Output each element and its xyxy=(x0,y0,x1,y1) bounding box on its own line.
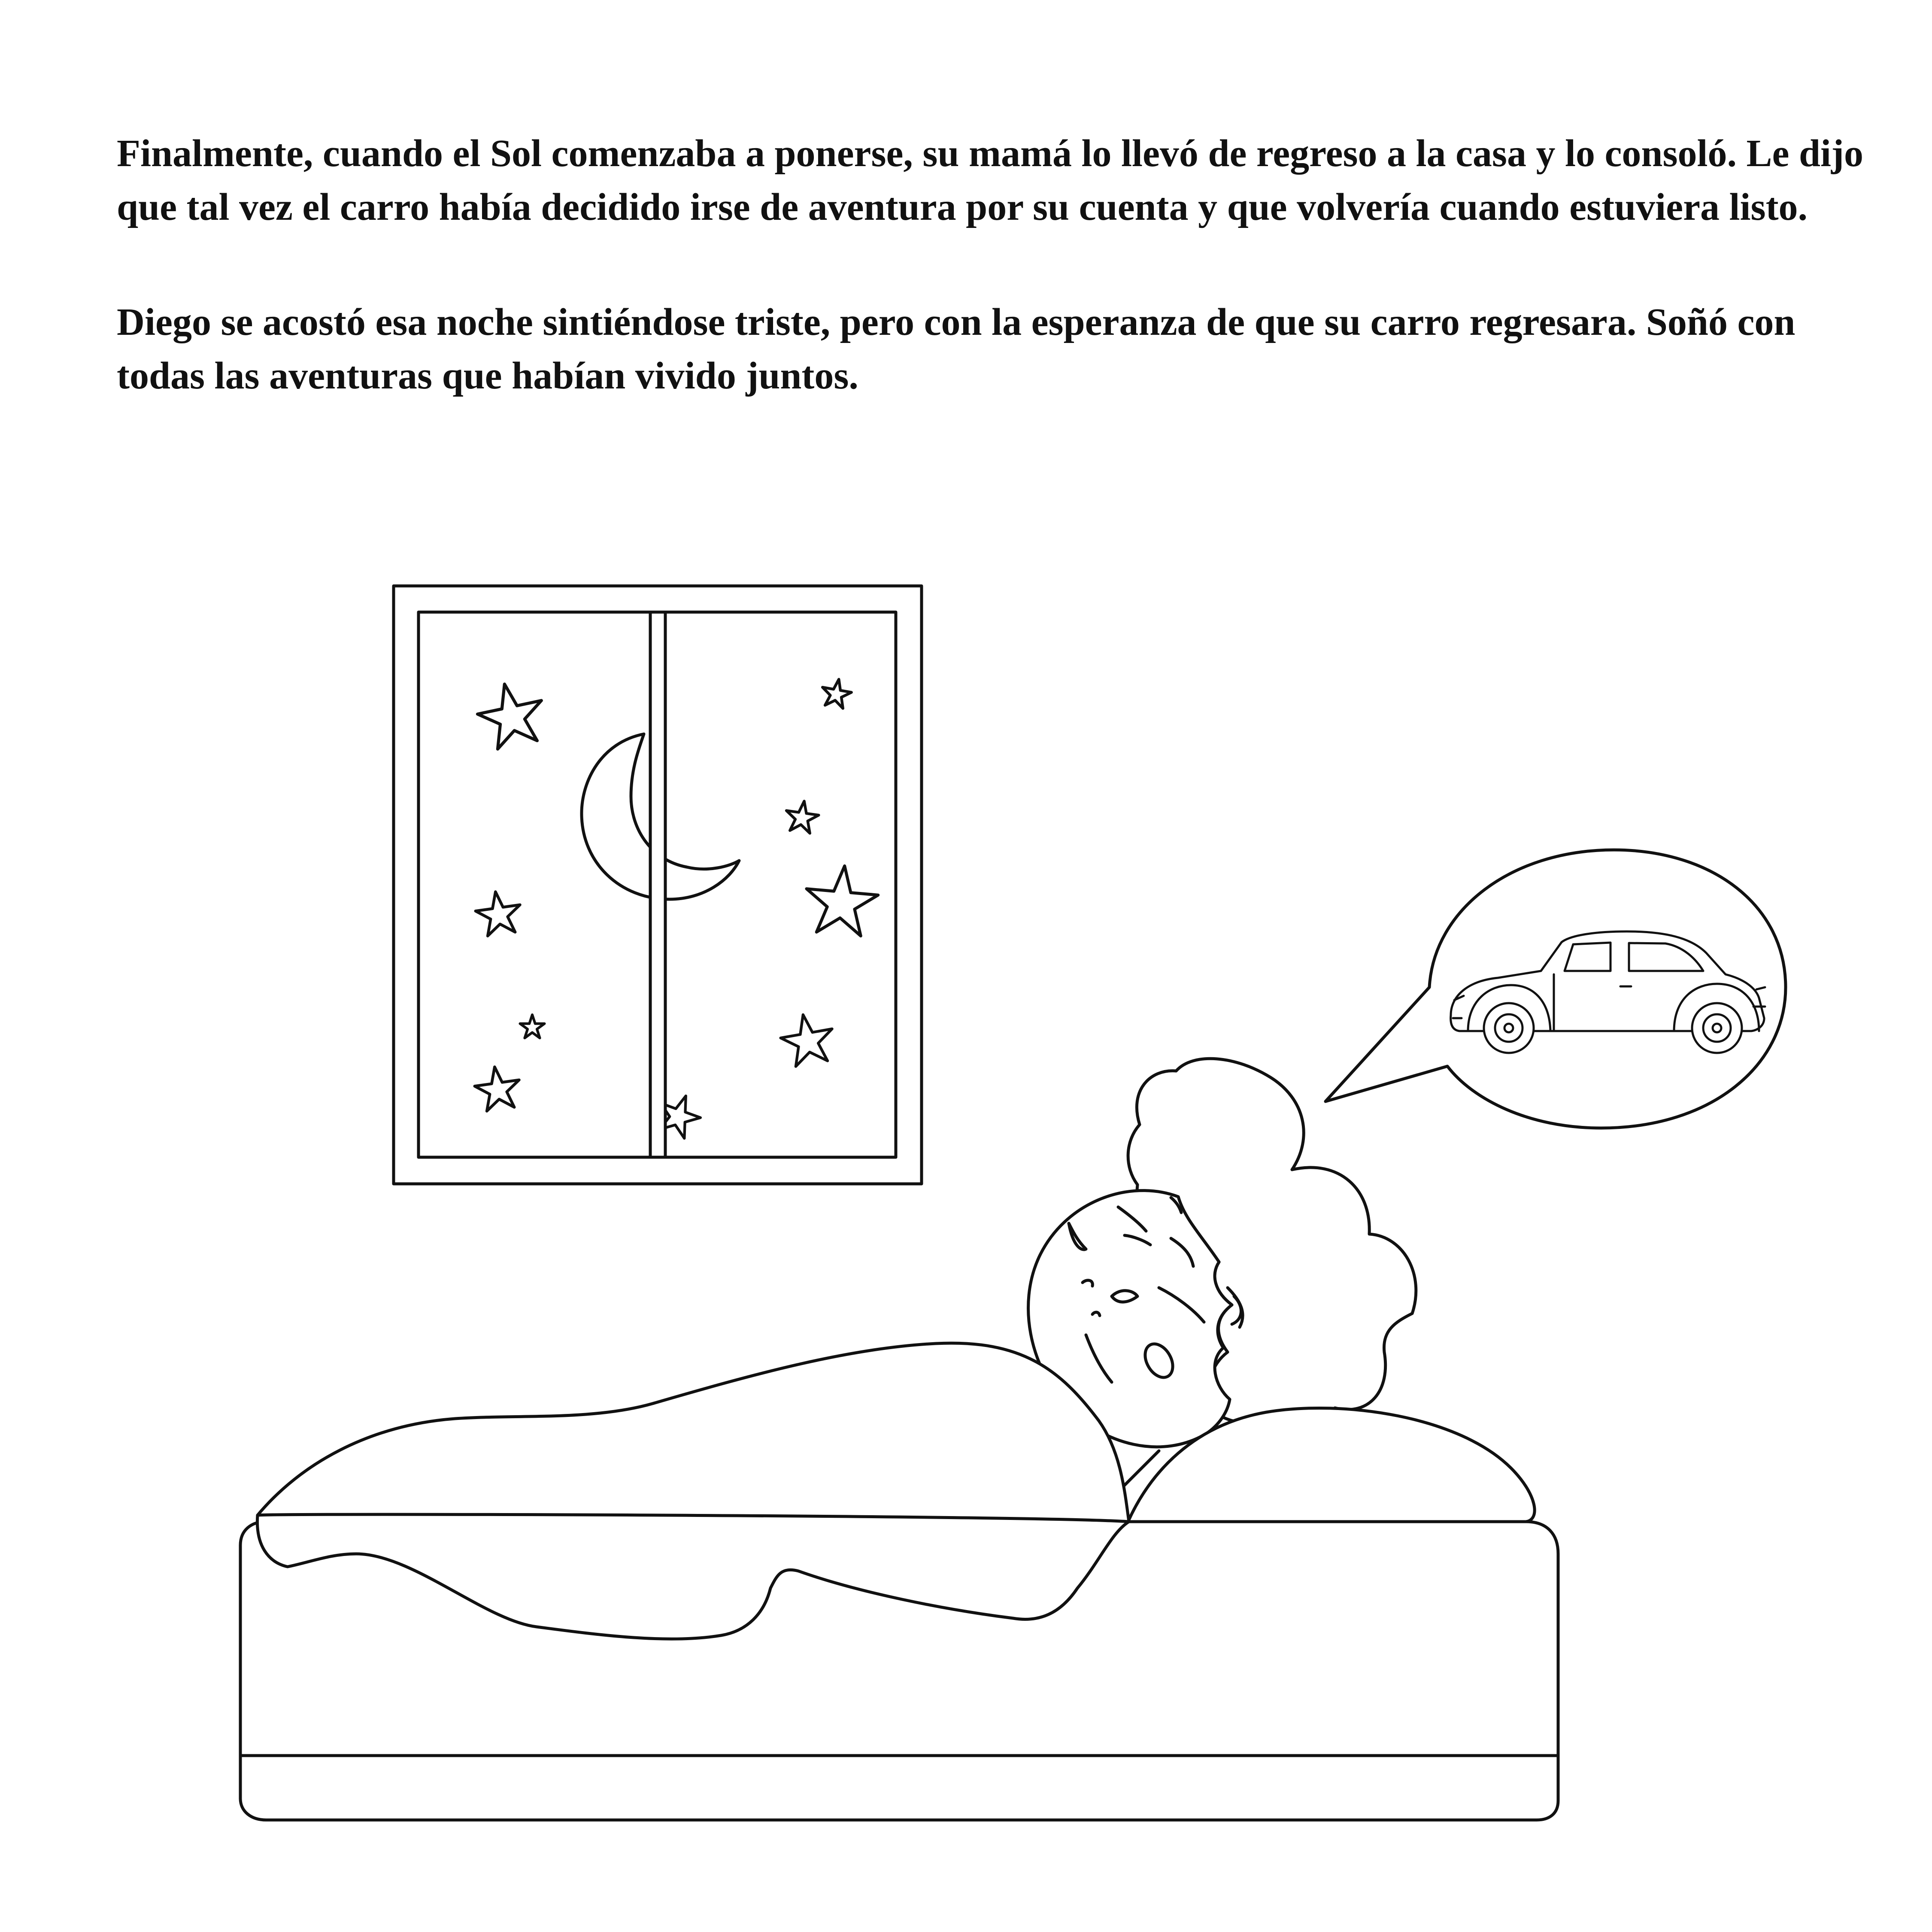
paragraph-2: Diego se acostó esa noche sintiéndose triste, pero con la esperanza de que su carro regresara. Soñó con todas las aventuras que habían vivido juntos. xyxy=(117,301,1796,397)
window xyxy=(394,586,922,1184)
paragraph-1: Finalmente, cuando el Sol comenzaba a ponerse, su mamá lo llevó de regreso a la casa y lo consoló. Le dijo que tal vez el carro había decidido irse de aventura por su cuenta y que volvería cuando estuviera listo. xyxy=(117,132,1863,228)
car-center-front xyxy=(1504,1024,1513,1032)
window-mullion xyxy=(650,612,665,1157)
car-center-rear xyxy=(1713,1024,1721,1032)
